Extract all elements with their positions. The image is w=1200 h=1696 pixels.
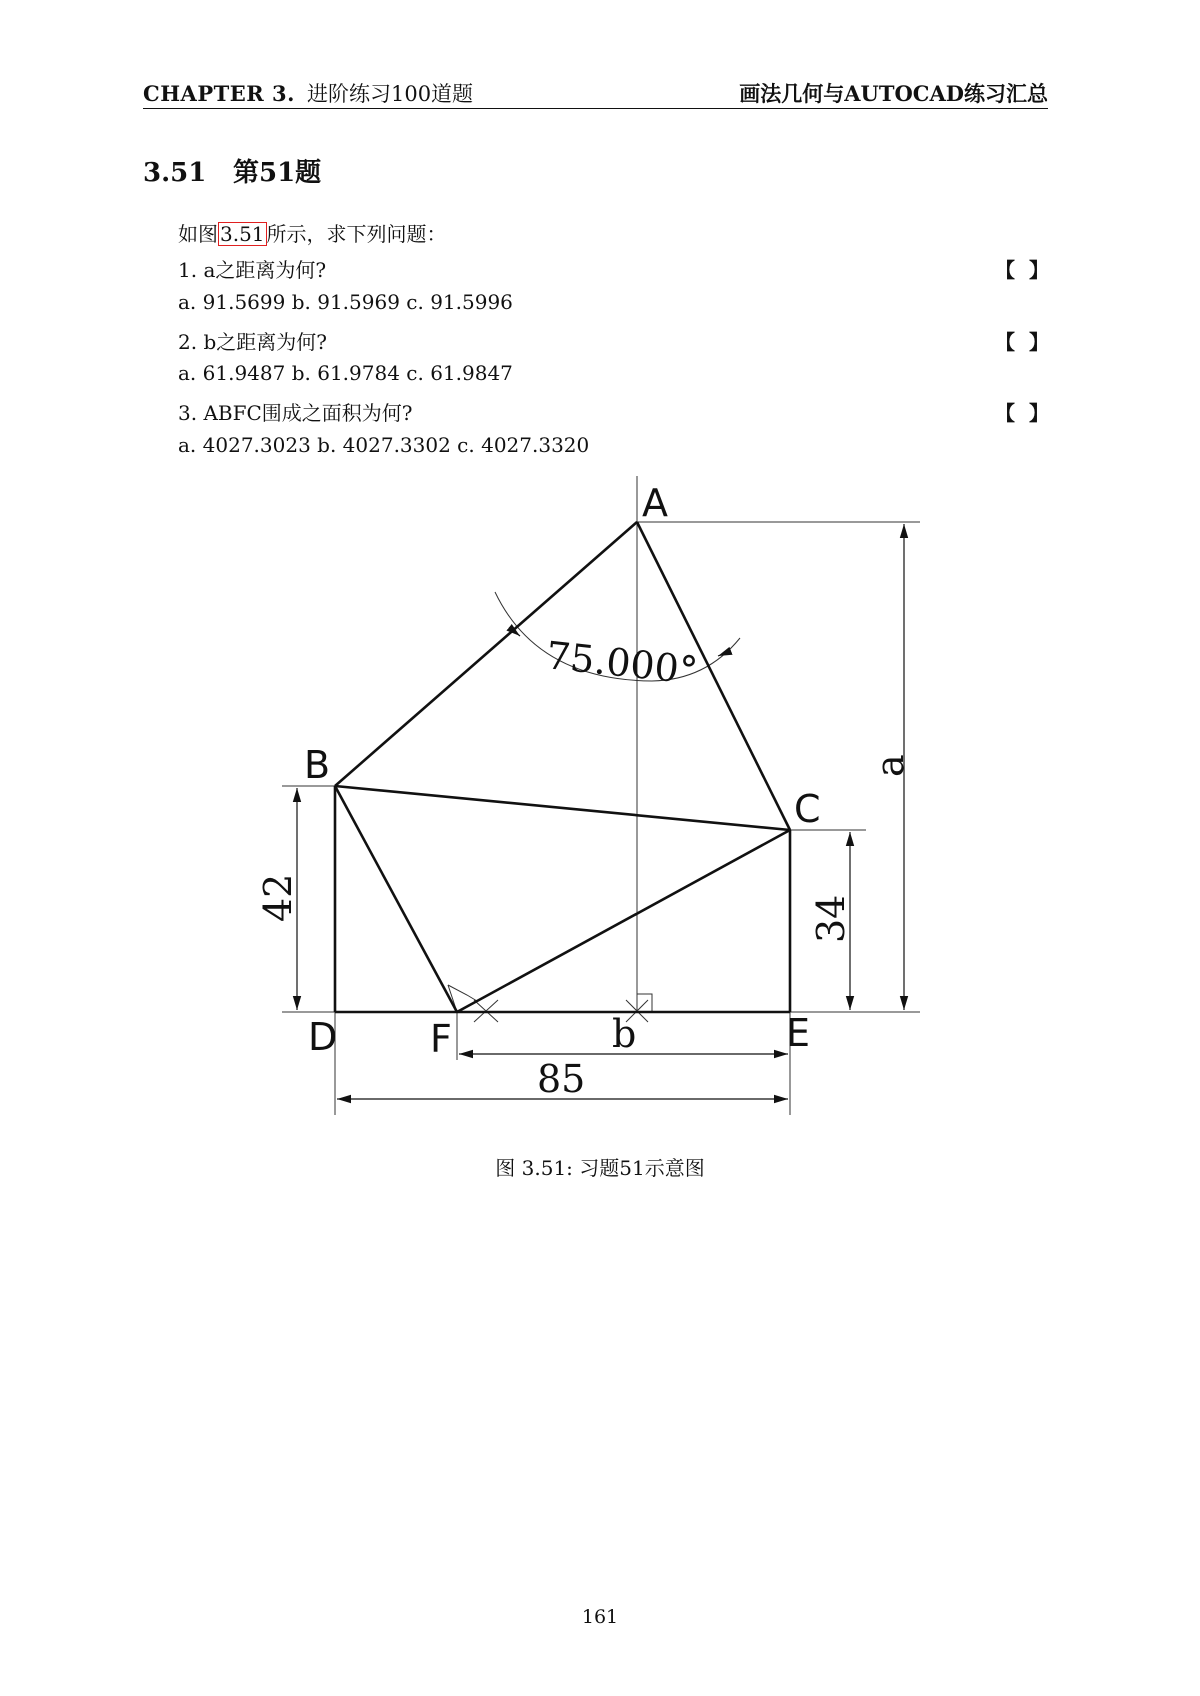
- chapter-number: CHAPTER 3.: [143, 81, 295, 106]
- question-2: 2. b之距离为何?: [178, 330, 327, 354]
- chapter-title: 进阶练习100道题: [306, 82, 474, 106]
- edge-bc: [335, 786, 790, 830]
- point-label-f: F: [430, 1017, 452, 1061]
- edge-fc: [457, 830, 790, 1012]
- question-3: 3. ABFC围成之面积为何?: [178, 401, 413, 425]
- intro-suffix: 所示，求下列问题：: [266, 222, 447, 246]
- point-label-e: E: [786, 1011, 811, 1055]
- page-number: 161: [581, 1606, 619, 1628]
- dimension-label-a: a: [868, 754, 912, 777]
- point-label-a: A: [642, 481, 668, 525]
- figure-caption: 图 3.51: 习题51示意图: [495, 1156, 705, 1180]
- answer-bracket-2[interactable]: 【】: [995, 330, 1063, 354]
- question-3-options: a. 4027.3023 b. 4027.3302 c. 4027.3320: [178, 433, 590, 457]
- point-label-c: C: [794, 787, 821, 831]
- dimension-label-b: b: [612, 1012, 637, 1056]
- answer-bracket-1[interactable]: 【】: [995, 258, 1063, 282]
- intro-prefix: 如图: [178, 222, 218, 246]
- point-label-d: D: [308, 1015, 338, 1059]
- dimension-label-34: 34: [809, 894, 853, 943]
- edge-bf: [335, 786, 457, 1012]
- dimension-label-85: 85: [537, 1057, 586, 1101]
- question-1-options: a. 91.5699 b. 91.5969 c. 91.5996: [178, 290, 513, 314]
- book-title: 画法几何与AUTOCAD练习汇总: [739, 81, 1048, 106]
- dimension-label-42: 42: [256, 873, 300, 922]
- angle-label: 75.000°: [544, 633, 700, 693]
- section-number: 3.51: [143, 158, 207, 188]
- figure-reference-link[interactable]: 3.51: [220, 222, 265, 246]
- section-name: 第51题: [233, 158, 322, 188]
- question-1: 1. a之距离为何?: [178, 258, 327, 282]
- point-label-b: B: [304, 743, 331, 787]
- question-2-options: a. 61.9487 b. 61.9784 c. 61.9847: [178, 361, 513, 385]
- answer-bracket-3[interactable]: 【】: [995, 401, 1063, 425]
